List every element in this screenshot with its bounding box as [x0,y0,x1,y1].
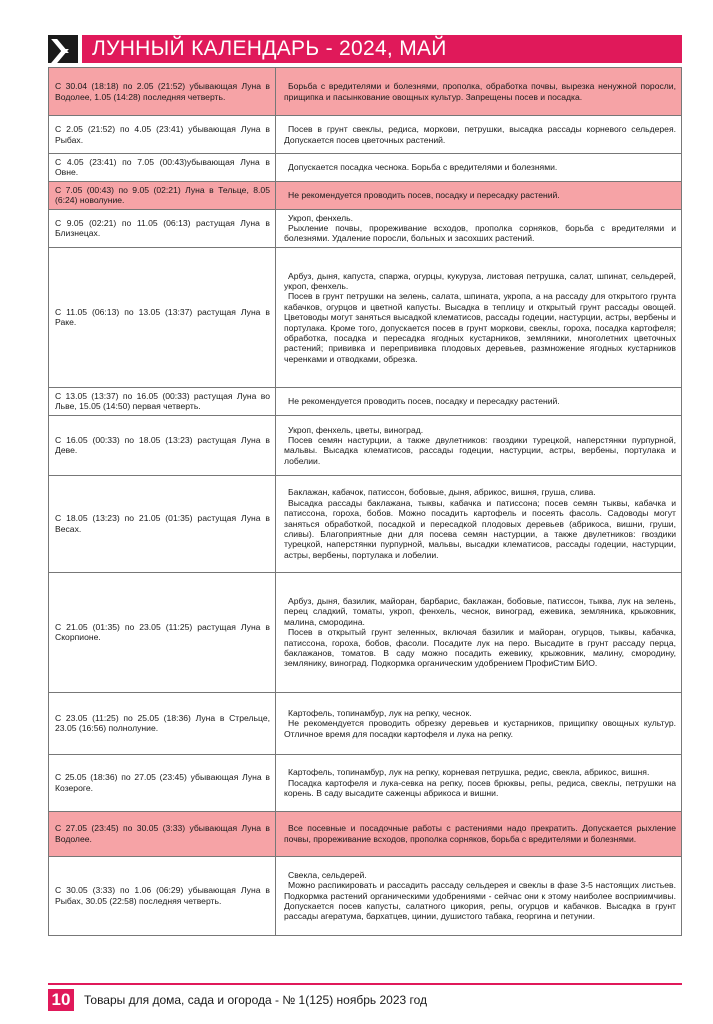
moon-period-cell: С 23.05 (11:25) по 25.05 (18:36) Луна в Стрельце, 23.05 (16:56) полнолуние. [49,692,276,754]
moon-period-cell: С 4.05 (23:41) по 7.05 (00:43)убывающая Луна в Овне. [49,154,276,182]
advice-paragraph: Борьба с вредителями и болезнями, прополка, обработка почвы, вырезка ненужной поросли, прищипка и пасынкование овощных культур. Запрещены посев и посадка. [284,81,676,102]
advice-paragraph: Картофель, топинамбур, лук на репку, корневая петрушка, редис, свекла, абрикос, вишня. [288,767,650,778]
advice-paragraph: Можно распикировать и рассадить рассаду сельдерея и свеклы в фазе 3-5 настоящих листьев. Подкормка растений органическими удобрениями - сейчас они к этому наиболее восприимчивы. Допускается посев капусты, салатного цикория, репы, огурцов и кабачков. Высадка в грунт рассады агератума, бархатцев, цинии, душистого табака, георгина и петунии. [284,880,676,922]
garden-advice-cell [276,415,682,475]
garden-advice-cell [276,68,682,116]
advice-paragraph: Арбуз, дыня, капуста, спаржа, огурцы, кукуруза, листовая петрушка, салат, шпинат, сельдерей, укроп, фенхель. [284,270,676,291]
moon-period-cell: С 30.05 (3:33) по 1.06 (06:29) убывающая Луна в Рыбах, 30.05 (22:58) последняя четверть. [49,856,276,935]
page-footer [48,988,682,1012]
advice-paragraph: Арбуз, дыня, базилик, майоран, барбарис, баклажан, бобовые, патиссон, тыква, лук на зелень, перец сладкий, томаты, укроп, фенхель, чеснок, виноград, ежевика, земляника, крыжовник, малина, смородина. [284,595,676,627]
table-row [49,181,682,209]
advice-paragraph: Свекла, сельдерей. [288,869,367,880]
advice-paragraph: Укроп, фенхель, цветы, виноград. [288,424,424,435]
lunar-calendar-table [48,67,682,936]
moon-period-cell: С 7.05 (00:43) по 9.05 (02:21) Луна в Тельце, 8.05 (6:24) новолуние. [49,181,276,209]
moon-period-cell: С 18.05 (13:23) по 21.05 (01:35) растущая Луна в Весах. [49,475,276,572]
advice-paragraph: Укроп, фенхель. [288,212,353,223]
moon-period-cell: С 9.05 (02:21) по 11.05 (06:13) растущая Луна в Близнецах. [49,209,276,247]
garden-advice-cell [276,692,682,754]
page-number: 10 [48,989,74,1011]
garden-advice-cell [276,209,682,247]
advice-paragraph: Высадка рассады баклажана, тыквы, кабачка и патиссона; посев семян тыквы, кабачка и патиссона, гороха, бобов. Можно посадить картофель и посеять фасоль. Садоводы могут заняться обработкой, посадкой и пересадкой плодовых деревьев (абрикоса, вишни, груши, сливы). Благоприятные дни для посева семян настурции, а также двулетников: гвоздики турецкой, наперстянки пурпурной, мальвы, высадки клематисов, рассады годеции, настурции, астры, вербены, портулака и лобелии. [284,497,676,560]
table-row [49,856,682,935]
table-row [49,754,682,811]
advice-paragraph: Не рекомендуется проводить посев, посадку и пересадку растений. [288,396,560,407]
advice-paragraph: Допускается посадка чеснока. Борьба с вредителями и болезнями. [288,162,558,173]
page-header [48,35,682,63]
garden-advice-cell [276,387,682,415]
moon-period-cell: С 25.05 (18:36) по 27.05 (23:45) убывающая Луна в Козероге. [49,754,276,811]
table-row [49,116,682,154]
moon-period-cell: С 30.04 (18:18) по 2.05 (21:52) убывающая Луна в Водолее, 1.05 (14:28) последняя четверть. [49,68,276,116]
garden-advice-cell [276,247,682,387]
table-row [49,572,682,692]
moon-period-cell: С 27.05 (23:45) по 30.05 (3:33) убывающая Луна в Водолее. [49,811,276,856]
advice-paragraph: Посадка картофеля и лука-севка на репку, посев брюквы, репы, редиса, свеклы, петрушки на корень. В саду высадите саженцы абрикоса и вишни. [284,777,676,799]
garden-advice-cell [276,181,682,209]
table-row [49,154,682,182]
garden-advice-cell [276,856,682,935]
table-row [49,692,682,754]
moon-period-cell: С 2.05 (21:52) по 4.05 (23:41) убывающая Луна в Рыбах. [49,116,276,154]
table-row [49,415,682,475]
moon-period-cell: С 16.05 (00:33) по 18.05 (13:23) растущая Луна в Деве. [49,415,276,475]
advice-paragraph: Не рекомендуется проводить посев, посадку и пересадку растений. [288,190,560,201]
advice-paragraph: Посев в грунт свеклы, редиса, моркови, петрушки, высадка рассады корневого сельдерея. Допускается посев цветочных растений. [284,124,676,145]
moon-period-cell: С 11.05 (06:13) по 13.05 (13:37) растущая Луна в Раке. [49,247,276,387]
garden-advice-cell [276,116,682,154]
moon-period-cell: С 13.05 (13:37) по 16.05 (00:33) растущая Луна во Льве, 15.05 (14:50) первая четверть. [49,387,276,415]
table-row [49,475,682,572]
garden-advice-cell [276,154,682,182]
advice-paragraph: Картофель, топинамбур, лук на репку, чеснок. [288,707,472,718]
table-row [49,209,682,247]
moon-period-cell: С 21.05 (01:35) по 23.05 (11:25) растущая Луна в Скорпионе. [49,572,276,692]
advice-paragraph: Баклажан, кабачок, патиссон, бобовые, дыня, абрикос, вишня, груша, слива. [288,487,596,498]
advice-paragraph: Посев семян настурции, а также двулетников: гвоздики турецкой, наперстянки пурпурной, мальвы. Высадка клематисов, рассады годеции, настурции, астры, вербены, портулака и лобелии. [284,434,676,466]
advice-paragraph: Рыхление почвы, прореживание всходов, прополка сорняков, борьба с вредителями и болезнями. Удаление поросли, больных и засохших растений. [284,223,676,244]
advice-paragraph: Посев в грунт петрушки на зелень, салата, шпината, укропа, а на рассаду для открытого грунта кабачков, огурцов и цветной капусты. Высадка в теплицу и открытый грунт рассады овощей. Цветоводы могут заняться высадкой клематисов, рассады годеции, настурции, астры, вербены и портулака. Кроме того, допускается посев в грунт моркови, свеклы, гороха, посадка картофеля; обработка, посадка и пересадка ягодных кустарников, земляники, многолетних цветочных растений; прививка и перепрививка плодовых деревьев, размножение ягодных кустарников черенками и отводками, обрезка. [284,291,676,364]
garden-advice-cell [276,811,682,856]
page-title: ЛУННЫЙ КАЛЕНДАРЬ - 2024, МАЙ [82,35,682,63]
table-row [49,68,682,116]
table-row [49,247,682,387]
table-row [49,811,682,856]
publication-info: Товары для дома, сада и огорода - № 1(125) ноябрь 2023 год [84,993,428,1007]
advice-paragraph: Все посевные и посадочные работы с растениями надо прекратить. Допускается рыхление почвы, прореживание всходов, прополка сорняков, борьба с вредителями и болезнями. [284,823,676,844]
garden-advice-cell [276,754,682,811]
table-row [49,387,682,415]
garden-advice-cell [276,572,682,692]
chevron-right-icon [48,35,78,63]
footer-divider [48,983,682,985]
advice-paragraph: Не рекомендуется проводить обрезку деревьев и кустарников, прищипку овощных культур. Отличное время для посадки картофеля и лука на репку. [284,718,676,739]
garden-advice-cell [276,475,682,572]
advice-paragraph: Посев в открытый грунт зеленных, включая базилик и майоран, огурцов, тыквы, кабачка, патиссона, гороха, бобов, фасоли. Посадите лук на перо. Высадите в грунт рассаду перца, баклажанов, томатов. В саду можно посадить ежевику, крыжовник, малину, смородину, землянику, виноград. Подкормка органическим удобрением ПрофиСтим БИО. [284,627,676,669]
